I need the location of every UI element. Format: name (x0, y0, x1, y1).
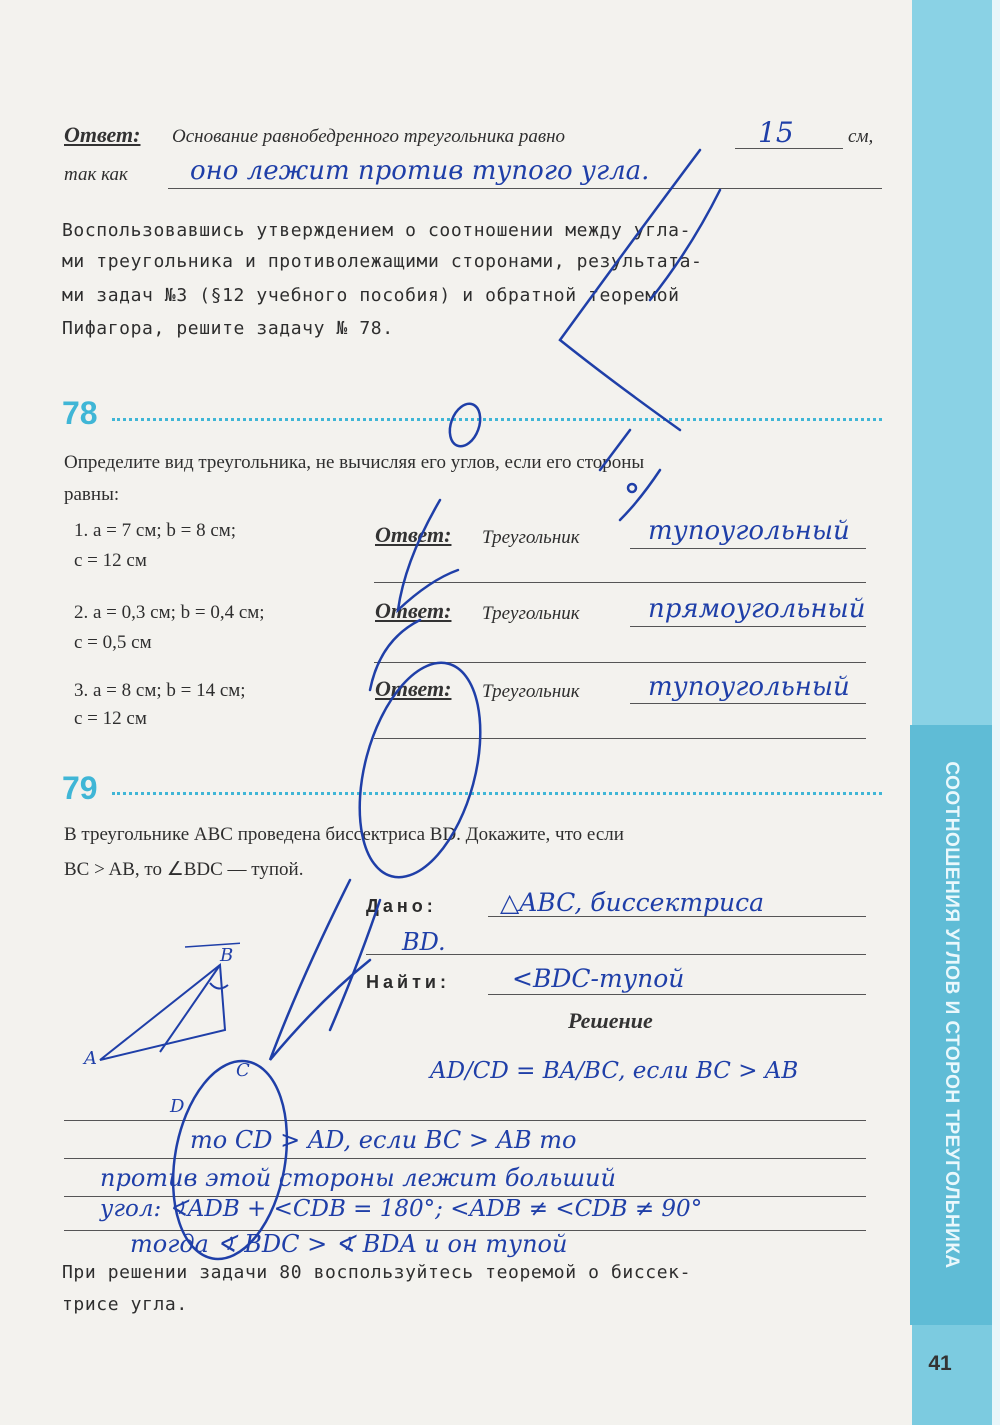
task-78-item-1-underline (630, 548, 866, 549)
intro-line-1: Воспользовавшись утверждением о соотношении между угла- (62, 220, 692, 241)
sidebar-strip-top (912, 0, 992, 725)
because-label: так как (64, 164, 128, 185)
task-78-item-2-extra-line (374, 662, 866, 663)
task-78-item-3-text: Треугольник (482, 681, 580, 702)
task-78-item-1-answer: тупоугольный (648, 516, 850, 546)
given-label: Дано: (366, 896, 437, 916)
task-78-item-2-text: Треугольник (482, 603, 580, 624)
task-78-item-2-underline (630, 626, 866, 627)
given-underline-1 (488, 916, 866, 917)
task-78-item-2-condition: 2. a = 0,3 см; b = 0,4 см; (74, 602, 265, 623)
find-label: Найти: (366, 972, 450, 992)
task-78-item-1-answer-label: Ответ: (375, 522, 452, 547)
given-value-2: BD. (402, 928, 446, 956)
task-78-item-3-condition: 3. a = 8 см; b = 14 см; (74, 680, 246, 701)
triangle-label-a: A (84, 1048, 97, 1069)
task-78-number: 78 (62, 395, 98, 431)
triangle-label-d: D (170, 1096, 185, 1117)
solution-text-3: против этой стороны лежит больший (100, 1164, 616, 1192)
solution-text-1: AD/CD = BA/BC, если BC > AB (430, 1058, 799, 1084)
task-79-question-1: В треугольнике ABC проведена биссектриса BD. Докажите, что если (64, 824, 624, 845)
task-79-question-2: BC > AB, то ∠BDC — тупой. (64, 859, 304, 880)
intro-line-2: ми треугольника и противолежащими сторонами, результата- (62, 251, 703, 272)
task-78-item-1-extra-line (374, 582, 866, 583)
task-78-divider (112, 418, 882, 421)
task-78-item-3-underline (630, 703, 866, 704)
triangle-label-c: C (236, 1060, 250, 1081)
because-underline (168, 188, 882, 189)
task-78-item-1-condition: 1. a = 7 см; b = 8 см; (74, 520, 237, 541)
given-underline-2 (366, 954, 866, 955)
intro-line-3: ми задач №3 (§12 учебного пособия) и обратной теоремой (62, 285, 680, 306)
task-78-item-2-condition-c: c = 0,5 см (74, 632, 152, 653)
task-79-number: 79 (62, 770, 98, 806)
task-78-question-1: Определите вид треугольника, не вычисляя его углов, если его стороны (64, 452, 645, 473)
answer-value: 15 (758, 116, 794, 149)
solution-text-2: то CD > AD, если BC > AB то (190, 1126, 577, 1154)
solution-line-1 (64, 1120, 866, 1121)
solution-line-2 (64, 1158, 866, 1159)
footer-line-2: трисе угла. (62, 1294, 188, 1315)
find-value: <BDC-тупой (512, 964, 685, 993)
answer-underline (735, 148, 843, 149)
task-78-item-3-extra-line (374, 738, 866, 739)
triangle-sketch (60, 935, 240, 1105)
task-78-item-3-condition-c: c = 12 см (74, 708, 147, 729)
task-78-question-2: равны: (64, 484, 120, 505)
answer-text: Основание равнобедренного треугольника равно (172, 126, 566, 147)
footer-line-1: При решении задачи 80 воспользуйтесь теоремой о биссек- (62, 1262, 692, 1283)
find-underline (488, 994, 866, 995)
solution-text-4: угол: ∢ADB + <CDB = 180°; <ADB ≠ <CDB ≠ 90° (100, 1196, 703, 1222)
task-79-divider (112, 792, 882, 795)
page-number: 41 (928, 1352, 952, 1375)
chapter-title: СООТНОШЕНИЯ УГЛОВ И СТОРОН ТРЕУГОЛЬНИКА (941, 761, 962, 1269)
task-78-item-3-answer: тупоугольный (648, 672, 850, 702)
task-78-item-2-answer-label: Ответ: (375, 598, 452, 623)
given-value-1: △ABC, биссектриса (500, 888, 765, 917)
triangle-label-b: B (220, 945, 234, 966)
unit-label: см, (848, 126, 874, 147)
solution-text-5: тогда ∢ BDC > ∢ BDA и он тупой (130, 1230, 568, 1258)
solution-label: Решение (568, 1008, 653, 1033)
task-78-item-1-condition-c: c = 12 см (74, 550, 147, 571)
task-78-item-3-answer-label: Ответ: (375, 676, 452, 701)
task-78-item-2-answer: прямоугольный (648, 594, 866, 624)
answer-label: Ответ: (64, 122, 141, 147)
intro-line-4: Пифагора, решите задачу № 78. (62, 318, 394, 339)
because-value: оно лежит против тупого угла. (190, 156, 650, 186)
task-78-item-1-text: Треугольник (482, 527, 580, 548)
